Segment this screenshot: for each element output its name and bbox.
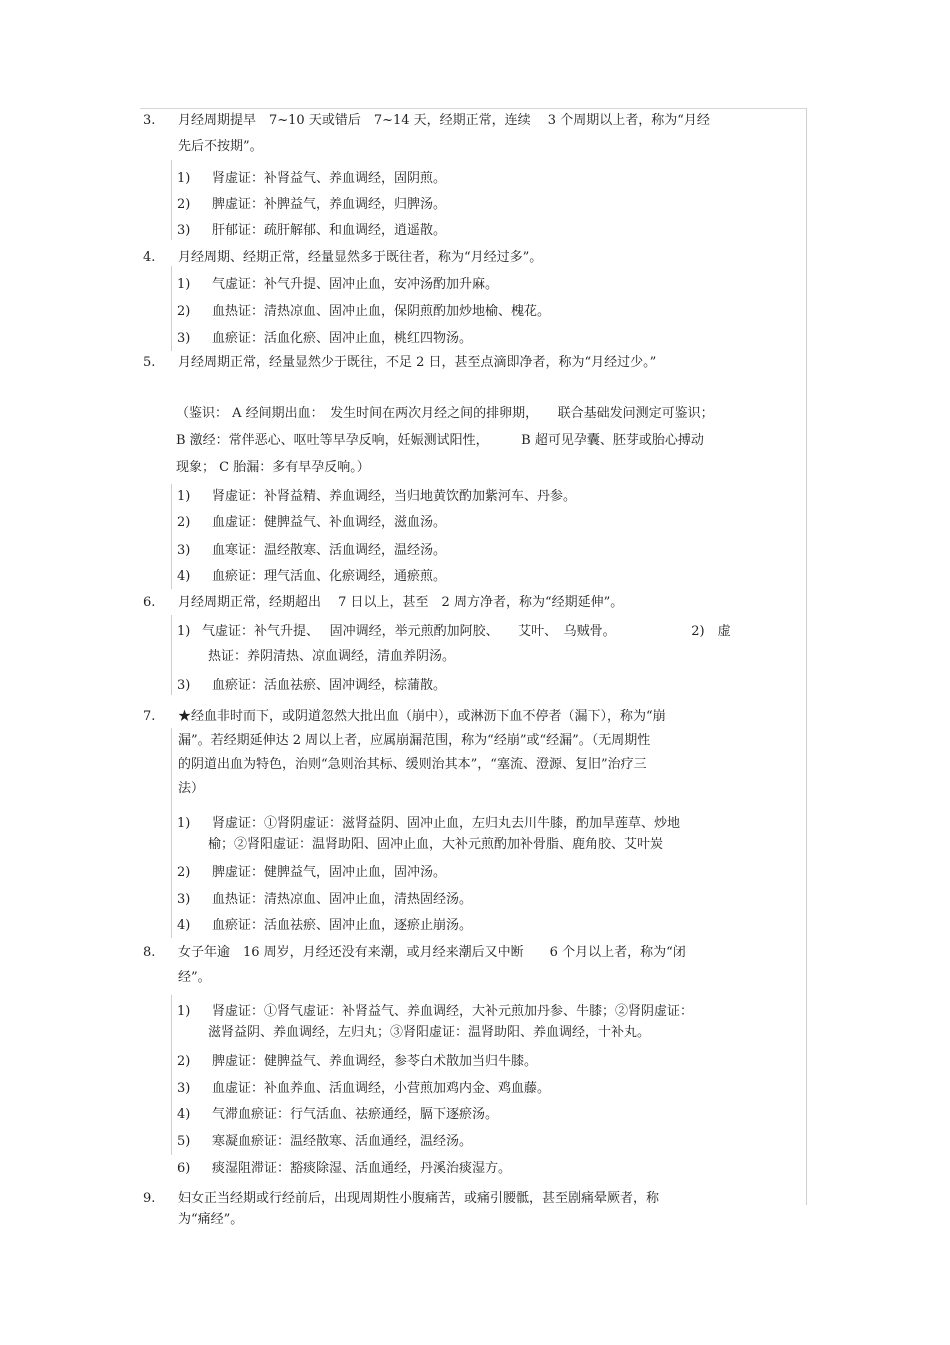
item-number: 3. xyxy=(143,113,156,128)
item-text-line: 痰湿阻滞证：豁痰除湿、活血通经，丹溪治痰湿方。 xyxy=(212,1161,512,1176)
item-text-line: 气滞血瘀证：行气活血、祛瘀通经，膈下逐瘀汤。 xyxy=(212,1107,499,1122)
item-text-line: 血寒证：温经散寒、活血调经，温经汤。 xyxy=(212,543,447,558)
item-number: 6. xyxy=(143,595,156,610)
item-text-line: 血瘀证：理气活血、化瘀调经，通瘀煎。 xyxy=(212,569,447,584)
item-number: 1) xyxy=(177,624,191,639)
item-number: 1) xyxy=(177,1004,191,1019)
top-border xyxy=(140,108,807,109)
item-text-line: 法） xyxy=(178,781,205,796)
item-text-line: 妇女正当经期或行经前后，出现周期性小腹痛苦，或痛引腰骶，甚至剧痛晕厥者，称 xyxy=(178,1191,660,1206)
left-border-segment xyxy=(171,995,172,1155)
item-number: 1) xyxy=(177,277,191,292)
item-number: 2) xyxy=(177,865,191,880)
item-text-line: 为“痛经”。 xyxy=(178,1212,244,1227)
item-text-line: 血瘀证：活血化瘀、固冲止血，桃红四物汤。 xyxy=(212,331,473,346)
item-number: 5. xyxy=(143,355,156,370)
item-number: 2) xyxy=(177,304,191,319)
item-number: 3) xyxy=(177,223,191,238)
item-text-line: 血虚证：健脾益气、补血调经，滋血汤。 xyxy=(212,515,447,530)
item-text-line: 肝郁证：疏肝解郁、和血调经，逍遥散。 xyxy=(212,223,447,238)
left-border-segment xyxy=(171,615,172,695)
item-text-line: 气虚证：补气升提、固冲止血，安冲汤酌加升麻。 xyxy=(212,277,499,292)
item-text-line: 经”。 xyxy=(178,970,211,985)
item-text-line: 肾虚证：①肾气虚证：补肾益气、养血调经，大补元煎加丹参、牛膝；②肾阴虚证： xyxy=(212,1004,694,1019)
item-number: 5) xyxy=(177,1134,191,1149)
item-text-line: 血瘀证：活血祛瘀、固冲止血，逐瘀止崩汤。 xyxy=(212,918,473,933)
item-text-line: 脾虚证：健脾益气，固冲止血，固冲汤。 xyxy=(212,865,447,880)
left-border-segment xyxy=(171,728,172,938)
item-number: 7. xyxy=(143,709,156,724)
item-number: 4. xyxy=(143,250,156,265)
left-border-segment xyxy=(171,484,172,589)
item-number: 6) xyxy=(177,1161,191,1176)
item-text-line: 气虚证：补气升提、 固冲调经，举元煎酌加阿胶、 艾叶、 乌贼骨。 2) 虚 xyxy=(202,624,731,639)
item-number: 3) xyxy=(177,331,191,346)
item-text-line: 血热证：清热凉血、固冲止血，保阴煎酌加炒地榆、槐花。 xyxy=(212,304,551,319)
item-number: 2) xyxy=(177,197,191,212)
item-text-line: 血虚证：补血养血、活血调经，小营煎加鸡内金、鸡血藤。 xyxy=(212,1081,551,1096)
item-text-line: 的阴道出血为特色，治则“急则治其标、缓则治其本”，“塞流、澄源、复旧”治疗三 xyxy=(178,757,647,772)
item-number: 1) xyxy=(177,816,191,831)
item-text-line: 女子年逾 16 周岁，月经还没有来潮，或月经来潮后又中断 6 个月以上者，称为“闭 xyxy=(178,945,686,960)
item-text-line: B 激经：常伴恶心、呕吐等早孕反响，妊娠测试阳性， B 超可见孕囊、胚芽或胎心搏动 xyxy=(176,433,704,448)
item-text-line: 漏”。若经期延伸达 2 周以上者，应属崩漏范围，称为“经崩”或“经漏”。（无周期性 xyxy=(178,733,651,748)
item-text-line: 脾虚证：健脾益气、养血调经，参苓白术散加当归牛膝。 xyxy=(212,1054,538,1069)
item-number: 4) xyxy=(177,918,191,933)
item-text-line: 血热证：清热凉血、固冲止血，清热固经汤。 xyxy=(212,892,473,907)
left-border-segment xyxy=(171,160,172,240)
item-number: 3) xyxy=(177,678,191,693)
item-number: 2) xyxy=(177,1054,191,1069)
item-number: 3) xyxy=(177,1081,191,1096)
item-text-line: 肾虚证：补肾益气、养血调经，固阴煎。 xyxy=(212,171,447,186)
item-text-line: ★经血非时而下，或阴道忽然大批出血（崩中），或淋沥下血不停者（漏下），称为“崩 xyxy=(178,709,666,724)
item-text-line: 热证：养阴清热、凉血调经，清血养阴汤。 xyxy=(208,649,456,664)
item-text-line: 寒凝血瘀证：温经散寒、活血通经，温经汤。 xyxy=(212,1134,473,1149)
item-number: 8. xyxy=(143,945,156,960)
item-number: 3) xyxy=(177,892,191,907)
item-number: 4) xyxy=(177,569,191,584)
item-text-line: 月经周期、经期正常，经量显然多于既往者，称为“月经过多”。 xyxy=(178,250,543,265)
left-border-segment xyxy=(171,266,172,351)
item-text-line: 肾虚证：补肾益精、养血调经，当归地黄饮酌加紫河车、丹参。 xyxy=(212,489,577,504)
item-number: 1) xyxy=(177,171,191,186)
item-number: 3) xyxy=(177,543,191,558)
item-text-line: 肾虚证：①肾阴虚证：滋肾益阴、固冲止血，左归丸去川牛膝，酌加旱莲草、炒地 xyxy=(212,816,681,831)
item-text-line: 榆；②肾阳虚证：温肾助阳、固冲止血，大补元煎酌加补骨脂、鹿角胶、艾叶炭 xyxy=(208,837,664,852)
item-text-line: 月经周期正常，经期超出 7 日以上，甚至 2 周方净者，称为“经期延伸”。 xyxy=(178,595,624,610)
right-border xyxy=(806,108,807,1205)
item-text-line: 滋肾益阴、养血调经，左归丸；③肾阳虚证：温肾助阳、养血调经，十补丸。 xyxy=(208,1025,651,1040)
item-number: 1) xyxy=(177,489,191,504)
item-number: 9. xyxy=(143,1191,156,1206)
item-number: 4) xyxy=(177,1107,191,1122)
item-text-line: （鉴识： A 经间期出血： 发生时间在两次月经之间的排卵期， 联合基础发问测定可鉴识； xyxy=(176,406,714,421)
item-text-line: 现象； C 胎漏：多有早孕反响。） xyxy=(176,460,370,475)
item-text-line: 月经周期正常，经量显然少于既往，不足 2 日，甚至点滴即净者，称为“月经过少。” xyxy=(178,355,657,370)
item-text-line: 月经周期提早 7~10 天或错后 7~14 天，经期正常，连续 3 个周期以上者，称为“月经 xyxy=(178,113,710,128)
item-text-line: 脾虚证：补脾益气，养血调经，归脾汤。 xyxy=(212,197,447,212)
item-number: 2) xyxy=(177,515,191,530)
item-text-line: 先后不按期”。 xyxy=(178,139,263,154)
item-text-line: 血瘀证：活血祛瘀、固冲调经，棕蒲散。 xyxy=(212,678,447,693)
